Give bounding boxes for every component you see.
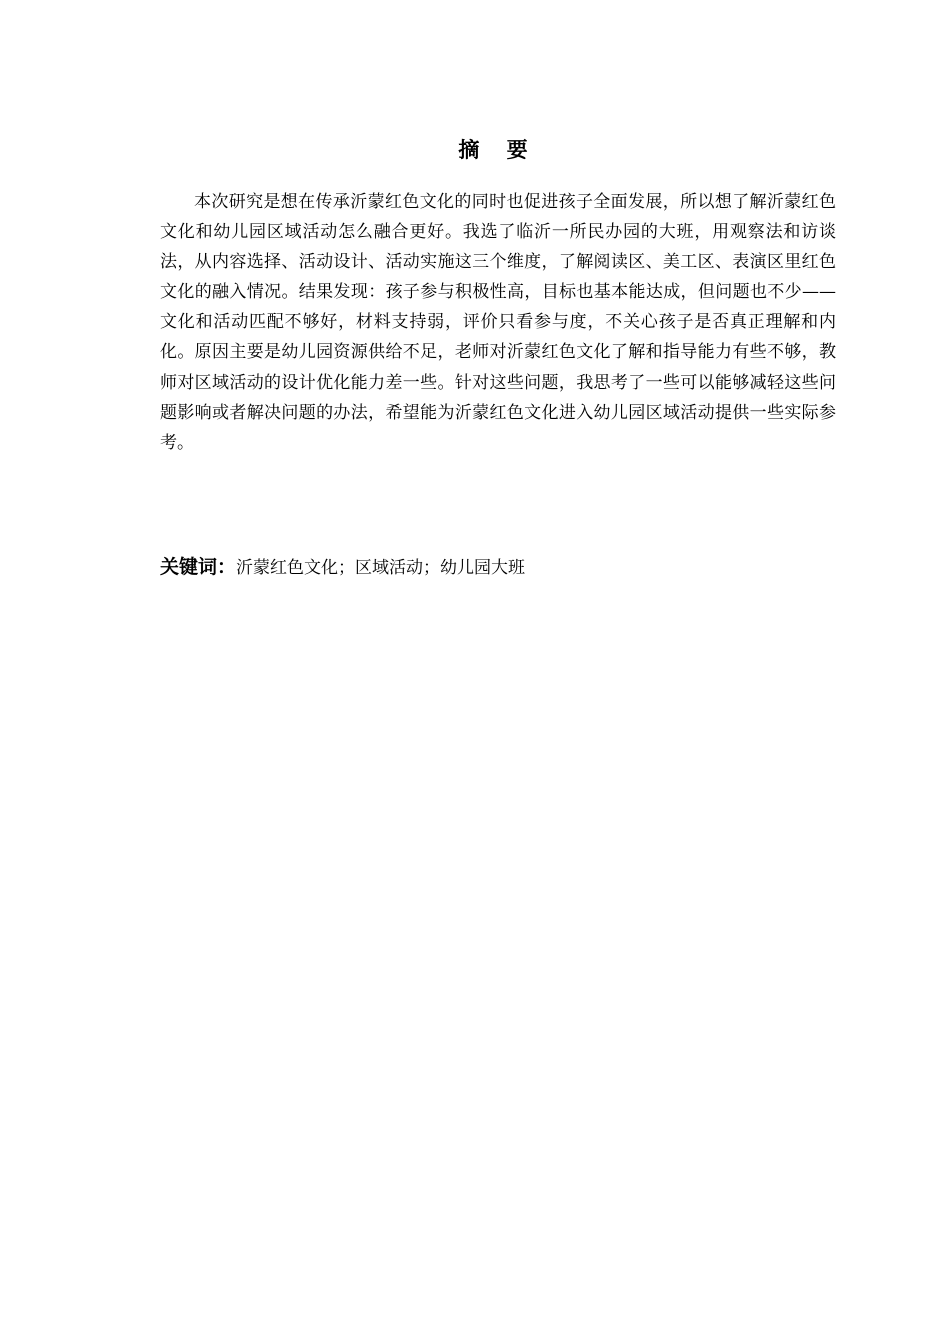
abstract-title: 摘 要 <box>458 138 538 162</box>
keywords-label: 关键词： <box>160 556 237 578</box>
abstract-body: 本次研究是想在传承沂蒙红色文化的同时也促进孩子全面发展，所以想了解沂蒙红色文化和幼儿园区域活动怎么融合更好。我选了临沂一所民办园的大班，用观察法和访谈法，从内容选择、活动设计、活动实施这三个维度，了解阅读区、美工区、表演区里红色文化的融入情况。结果发现：孩子参与积极性高，目标也基本能达成，但问题也不少——文化和活动匹配不够好，材料支持弱，评价只看参与度，不关心孩子是否真正理解和内化。原因主要是幼儿园资源供给不足，老师对沂蒙红色文化了解和指导能力有些不够，教师对区域活动的设计优化能力差一些。针对这些问题，我思考了一些可以能够减轻这些问题影响或者解决问题的办法，希望能为沂蒙红色文化进入幼儿园区域活动提供一些实际参考。 <box>160 192 836 453</box>
keywords-line <box>160 552 836 583</box>
keywords-text: 沂蒙红色文化；区域活动；幼儿园大班 <box>236 558 526 578</box>
